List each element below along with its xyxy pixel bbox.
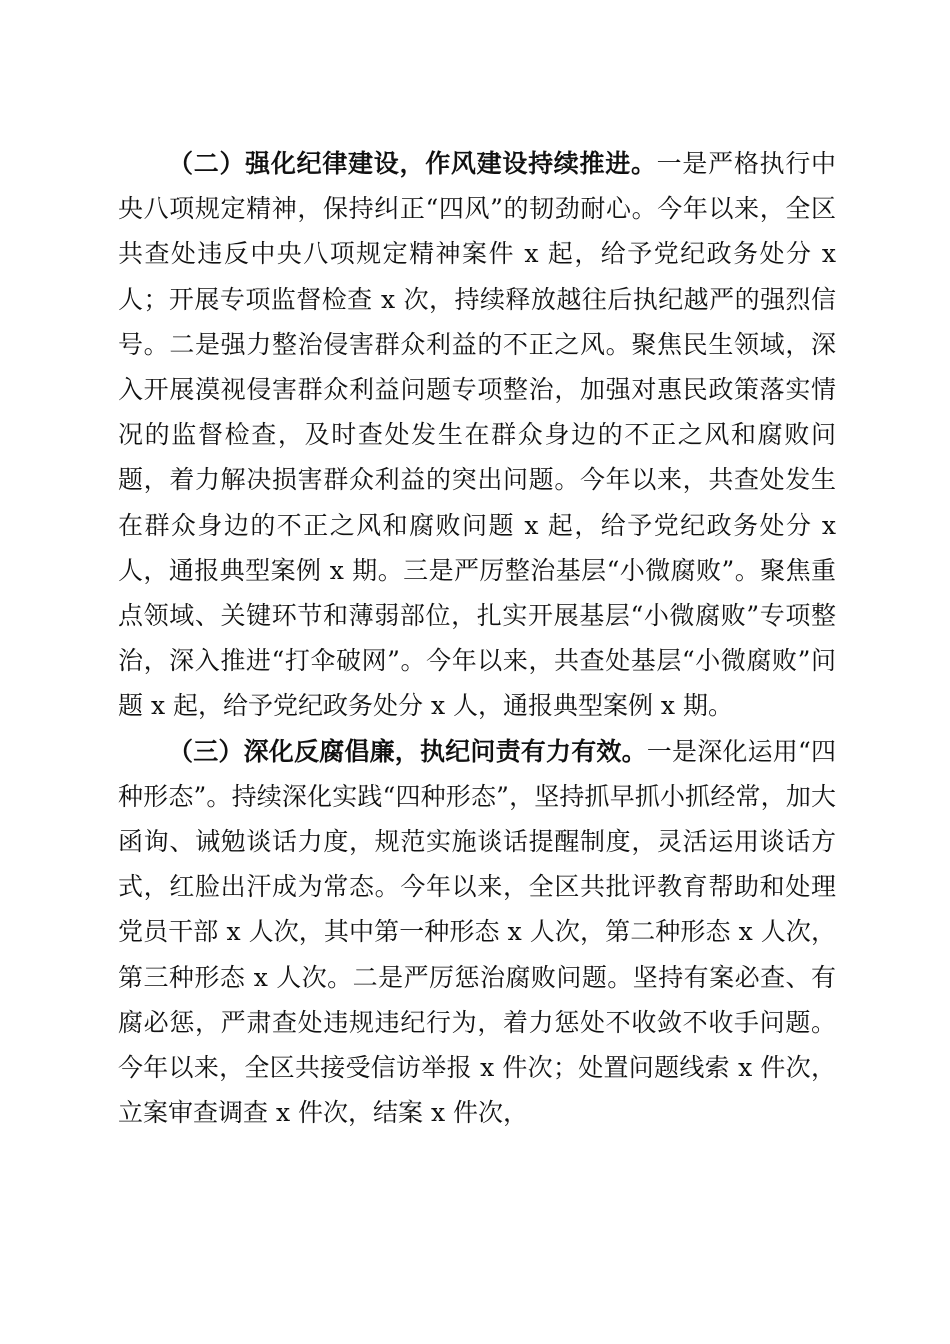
paragraph-heading: （二）强化纪律建设，作风建设持续推进。 xyxy=(168,149,657,178)
paragraph-heading: （三）深化反腐倡廉，执纪问责有力有效。 xyxy=(168,736,647,766)
paragraph-text: 一是深化运用“四种形态”。持续深化实践“四种形态”，坚持抓早抓小抓经常，加大函询、诫勉谈话力度，规范实施谈话提醒制度，灵活运用谈话方式，红脸出汗成为常态。今年以来，全区共批评教育帮助和处理党员干部 x 人次，其中第一种形态 x 人次，第二种形态 x 人次，第三种形态 x 人次。二是严厉惩治腐败问题。坚持有案必查、有腐必惩，严肃查处违规违纪行为，着力惩处不收敛不收手问题。今年以来，全区共接受信访举报 x 件次；处置问题线索 x 件次，立案审查调查 x 件次，结案 x 件次， xyxy=(118,736,836,1128)
paragraph-discipline xyxy=(118,141,836,729)
paragraph-anticorruption xyxy=(118,729,836,1136)
paragraph-text: 一是严格执行中央八项规定精神，保持纠正“四风”的韧劲耐心。今年以来，全区共查处违反中央八项规定精神案件 x 起，给予党纪政务处分 x 人；开展专项监督检查 x 次，持续释放越往后执纪越严的强烈信号。二是强力整治侵害群众利益的不正之风。聚焦民生领域，深入开展漠视侵害群众利益问题专项整治，加强对惠民政策落实情况的监督检查，及时查处发生在群众身边的不正之风和腐败问题，着力解决损害群众利益的突出问题。今年以来，共查处发生在群众身边的不正之风和腐败问题 x 起，给予党纪政务处分 x 人，通报典型案例 x 期。三是严厉整治基层“小微腐败”。聚焦重点领域、关键环节和薄弱部位，扎实开展基层“小微腐败”专项整治，深入推进“打伞破网”。今年以来，共查处基层“小微腐败”问题 x 起，给予党纪政务处分 x 人，通报典型案例 x 期。 xyxy=(118,149,836,721)
document-body xyxy=(118,141,836,1135)
